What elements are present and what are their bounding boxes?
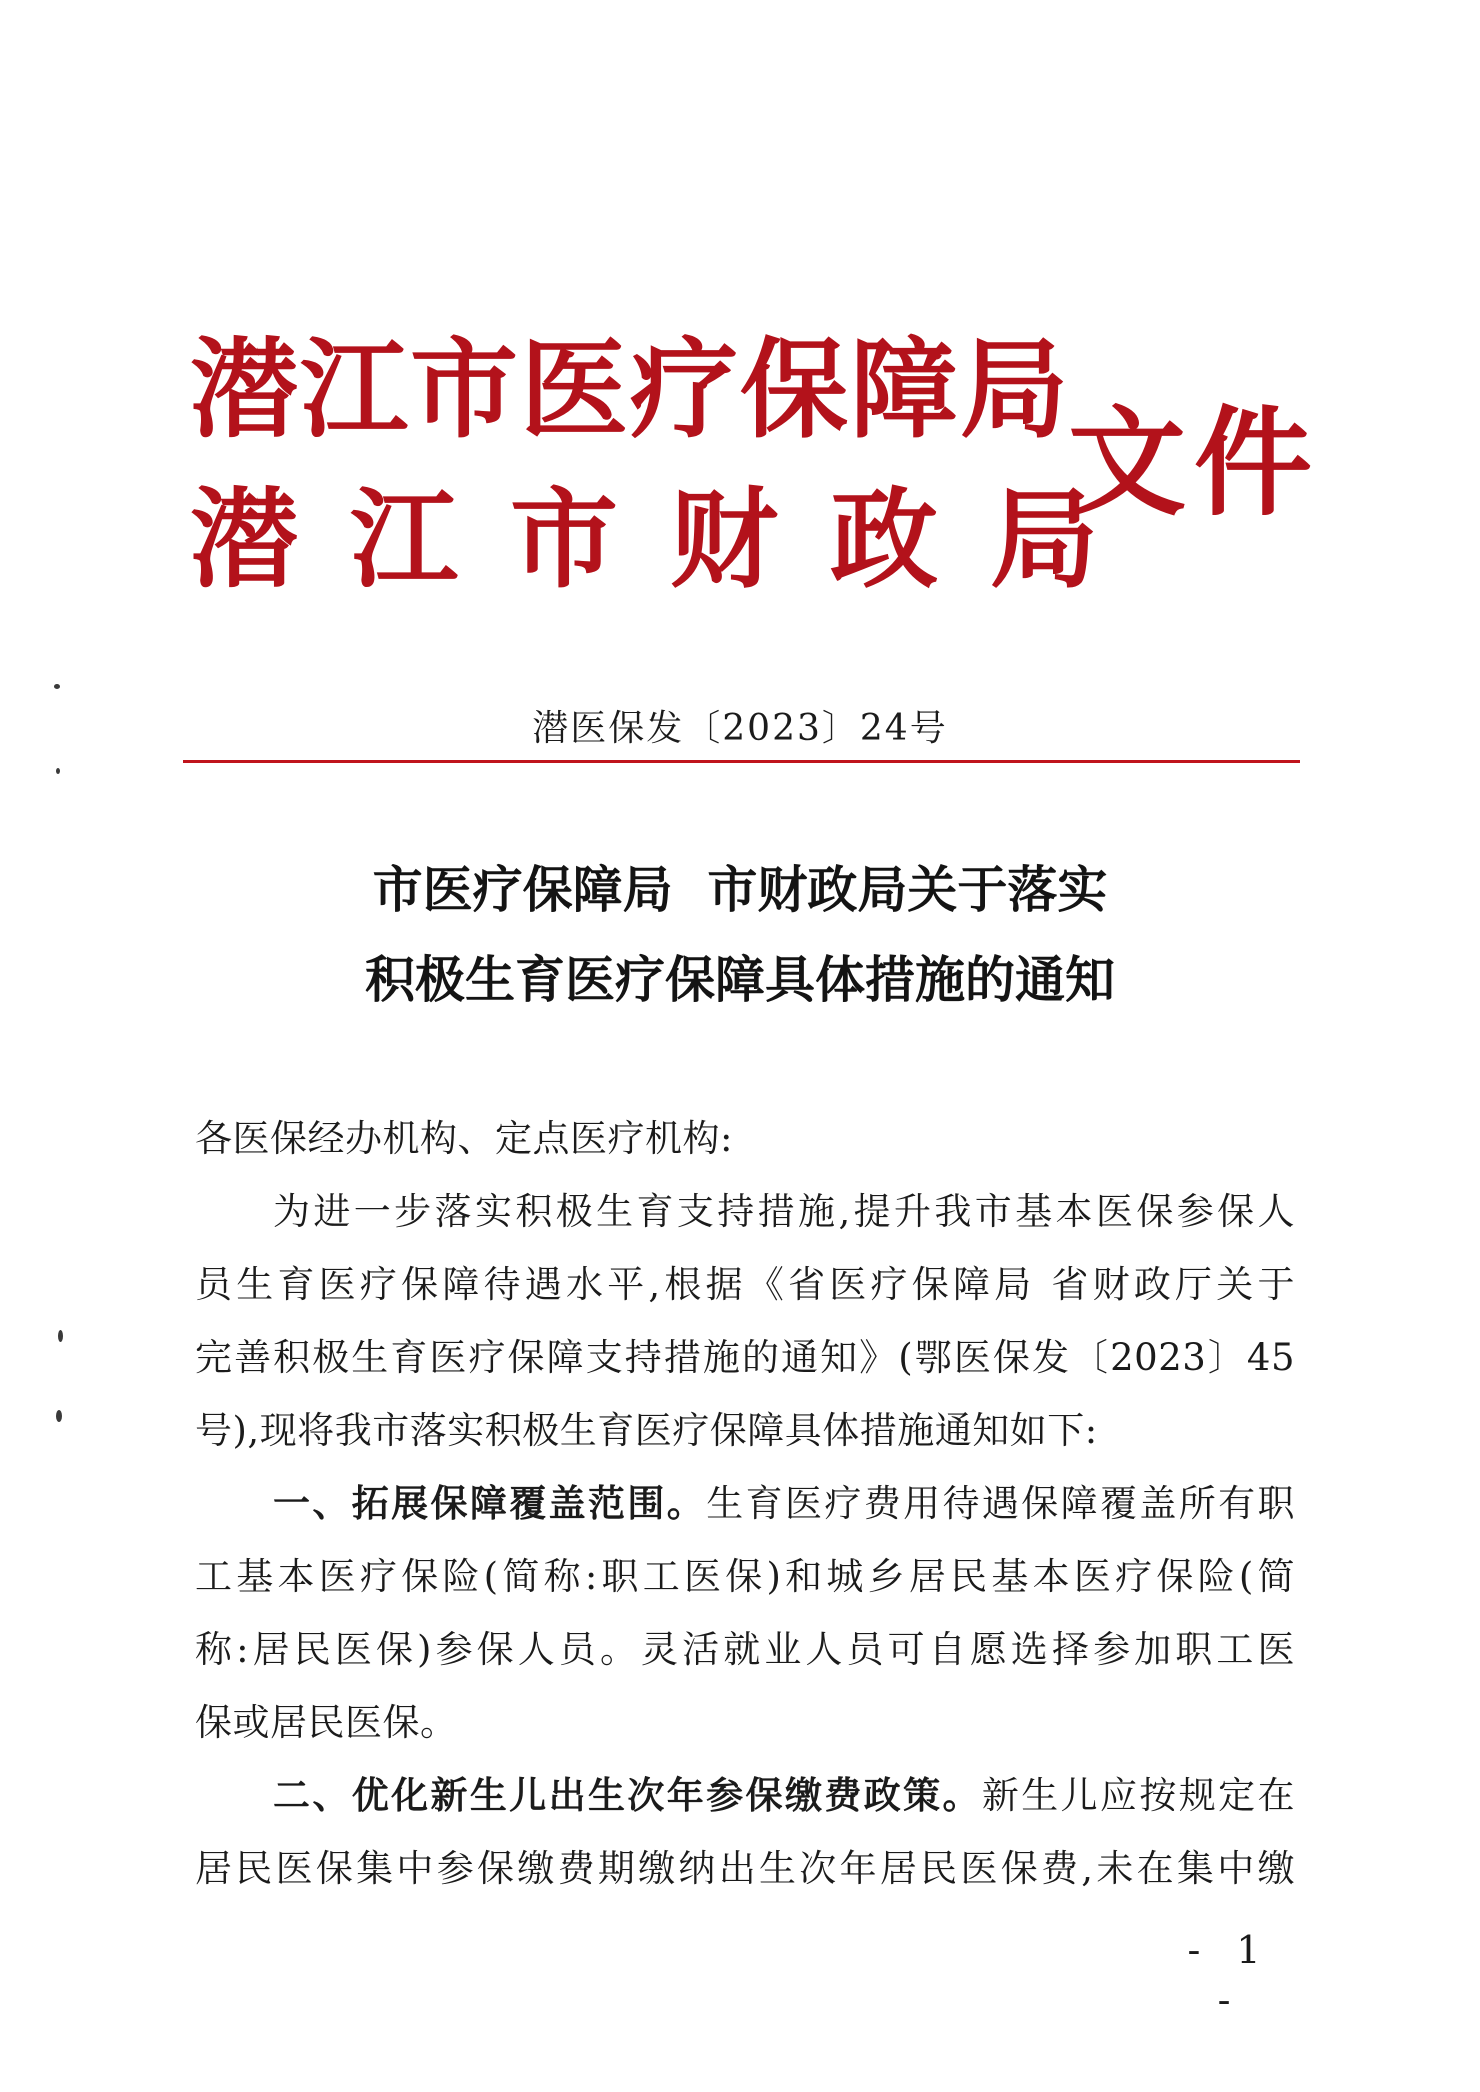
paragraph-1-line-4: 号),现将我市落实积极生育医疗保障具体措施通知如下: xyxy=(195,1409,1098,1452)
letterhead xyxy=(190,325,1321,635)
section-2-heading: 二、优化新生儿出生次年参保缴费政策。 xyxy=(273,1774,982,1817)
page-number: - 1 - xyxy=(1187,1928,1273,2022)
section-1-heading: 一、拓展保障覆盖范围。 xyxy=(273,1482,707,1525)
section-1-first-line xyxy=(195,1467,1295,1540)
issuer-line-finance-bureau: 潜江市财政局 xyxy=(190,477,1151,603)
letterhead-suffix: 文件 xyxy=(1068,393,1321,532)
paragraph-1-line-1: 为进一步落实积极生育支持措施,提升我市基本医保参保人 xyxy=(273,1190,1295,1233)
document-title-line-2: 积极生育医疗保障具体措施的通知 xyxy=(365,951,1115,1009)
scan-mark xyxy=(56,768,60,774)
salutation: 各医保经办机构、定点医疗机构: xyxy=(195,1117,733,1160)
section-2-first-line-text: 新生儿应按规定在 xyxy=(981,1774,1296,1817)
document-number: 潜医保发〔2023〕24号 xyxy=(532,708,948,749)
paragraph-1-line-2: 员生育医疗保障待遇水平,根据《省医疗保障局 省财政厅关于 xyxy=(195,1263,1295,1306)
red-divider-line xyxy=(183,760,1300,763)
paragraph-1-line-3: 完善积极生育医疗保障支持措施的通知》(鄂医保发〔2023〕45 xyxy=(195,1336,1295,1379)
scan-mark xyxy=(56,1410,62,1422)
scan-mark xyxy=(58,1330,63,1342)
section-2-line-2: 居民医保集中参保缴费期缴纳出生次年居民医保费,未在集中缴 xyxy=(195,1847,1295,1890)
section-1-line-3: 称:居民医保)参保人员。灵活就业人员可自愿选择参加职工医 xyxy=(195,1628,1295,1671)
section-1-line-4: 保或居民医保。 xyxy=(195,1701,458,1744)
section-2-first-line xyxy=(195,1759,1295,1832)
document-title-line-1: 市医疗保障局 市财政局关于落实 xyxy=(372,861,1108,919)
section-1-first-line-text: 生育医疗费用待遇保障覆盖所有职 xyxy=(706,1482,1296,1525)
issuer-line-medical-security-bureau: 潜江市医疗保障局 xyxy=(190,327,1071,453)
scan-mark xyxy=(54,684,60,689)
document-body xyxy=(195,1102,1295,1905)
section-1-line-2: 工基本医疗保险(简称:职工医保)和城乡居民基本医疗保险(简 xyxy=(195,1555,1295,1598)
